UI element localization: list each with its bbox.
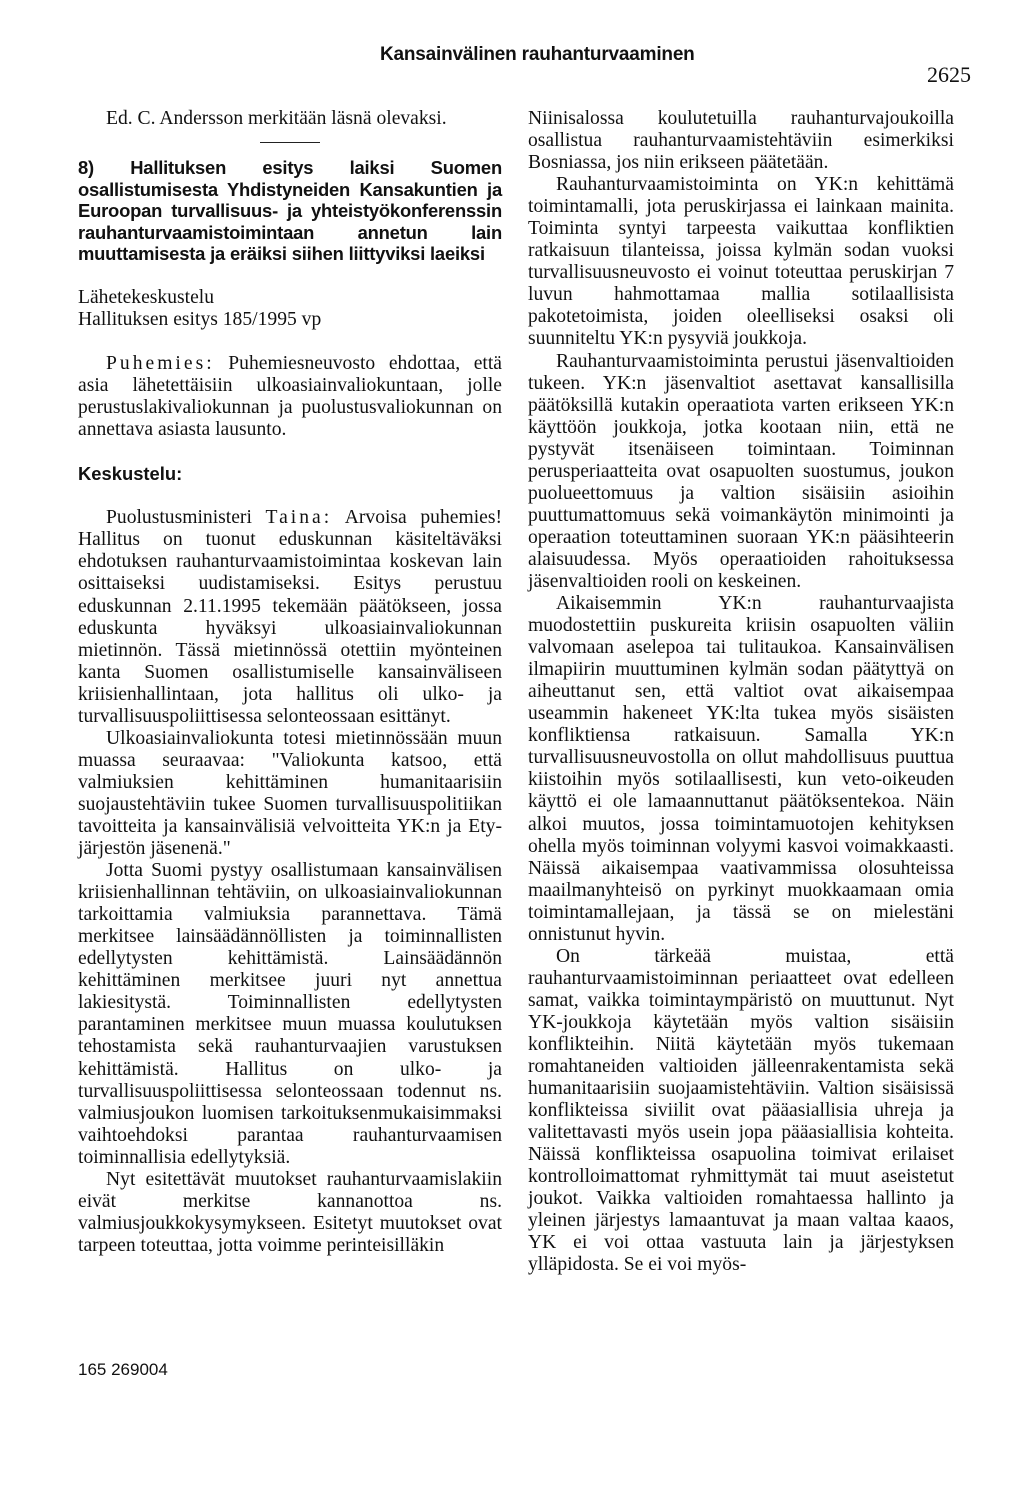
right-paragraph-2: Rauhanturvaamistoiminta on YK:n kehittämä toimintamalli, jota peruskirjassa ei lainkaan mainita. Toiminta syntyi tarpeesta vaikuttaa konfliktien ratkaisuun tilanteissa, joissa kylmän sodan vuoksi turvallisuusneuvosto ei voinut toteuttaa peruskirjan 7 luvun hahmottamaa mallia sotilaallisista pakotetoimista, joiden oleelliseksi osaksi oli suunniteltu YK:n pysyviä joukkoja.	[528, 174, 954, 350]
separator-rule	[260, 142, 320, 143]
taina-text: Arvoisa puhemies! Hallitus on tuonut eduskunnan käsiteltäväksi ehdotuksen rauhanturvaamistoimintaa koskevan lain osittaiseksi uudistamiseksi. Esitys perustuu eduskunnan 2.11.1995 tekemään päätökseen, jossa eduskunta hyväksyi ulkoasiainvaliokunnan mietinnön. Tässä mietinnössä otettiin myönteinen kanta Suomen osallistumiselle kansainväliseen kriisienhallintaan, jota hallitus oli ulko- ja turvallisuuspoliittisessa selonteossaan esittänyt.	[78, 507, 502, 727]
nyt-paragraph: Nyt esitettävät muutokset rauhanturvaamislakiin eivät merkitse kannanottoa ns. valmiusjoukkokysymykseen. Esitetyt muutokset ovat tarpeen toteuttaa, jotta voimme perinteisilläkin	[78, 1168, 502, 1256]
right-paragraph-1: Niinisalossa koulutetuilla rauhanturvajoukoilla osallistua rauhanturvaamistehtäviin esimerkiksi Bosniassa, jos niin erikseen päätetään.	[528, 108, 954, 174]
ulkoasiain-paragraph: Ulkoasiainvaliokunta totesi mietinnössään muun muassa seuraavaa: "Valiokunta katsoo, että valmiuksien kehittäminen humanitaarisiin suojaustehtäviin tukee Suomen turvallisuuspolitiikan tavoitteita ja kansainvälisiä velvoitteita YK:n ja Ety-järjestön jäsenenä."	[78, 727, 502, 860]
esitys-reference: Hallituksen esitys 185/1995 vp	[78, 309, 322, 331]
running-title: Kansainvälinen rauhanturvaaminen	[380, 44, 695, 65]
right-paragraph-3: Rauhanturvaamistoiminta perustui jäsenvaltioiden tukeen. YK:n jäsenvaltiot asettavat kansallisilla päätöksillä kutakin operaatiota varten erikseen YK:n käyttöön joukkoja, jotka kootaan niin, että ne pystyvät itsenäiseen toimintaan. Toiminnan perusperiaatteita ovat osapuolten suostumus, joukon puolueettomuus ja valtion sisäisiin asioihin puuttumattomuus sekä voimankäytön minimointi ja operaation toteuttaminen suoraan YK:n pääsihteerin alaisuudessa. Myös operaatioiden rahoituksessa jäsenvaltioiden rooli on keskeinen.	[528, 350, 954, 592]
right-column	[528, 108, 954, 1276]
speaker-taina: Taina:	[265, 507, 333, 529]
keskustelu-heading: Keskustelu:	[78, 463, 183, 485]
jotta-paragraph: Jotta Suomi pystyy osallistumaan kansainvälisen kriisienhallinnan tehtäviin, on ulkoasiainvaliokunnan tarkoittamia valmiuksia parannettava. Tämä merkitsee lainsäädännöllisten ja toiminnallisten edellytysten kehittämistä. Lainsäädännön kehittäminen merkitsee juuri nyt annettua lakiesitystä. Toiminnallisten edellytysten parantaminen merkitsee muun muassa koulutuksen tehostamista sekä rauhanturvaajien varustuksen kehittämistä. Hallitus on ulko- ja turvallisuuspoliittisessa selonteossaan todennut ns. valmiusjoukon luomisen tarkoituksenmukaisimmaksi vaihtoehdoksi parantaa rauhanturvaamisen toiminnallisia edellytyksiä.	[78, 860, 502, 1168]
print-code: 165 269004	[78, 1360, 168, 1379]
left-column	[78, 108, 502, 1257]
taina-paragraph	[78, 507, 502, 727]
item-title: 8) Hallituksen esitys laiksi Suomen osallistumisesta Yhdistyneiden Kansakuntien ja Euroopan turvallisuus- ja yhteistyökonferenssin rauhanturvaamistoimintaan annetun lain muuttamisesta ja eräiksi siihen liittyviksi laeiksi	[78, 157, 502, 265]
page-number: 2625	[927, 62, 971, 87]
lahete-heading: Lähetekeskustelu	[78, 287, 215, 309]
right-paragraph-5: On tärkeää muistaa, että rauhanturvaamistoiminnan periaatteet ovat edelleen samat, vaikka toimintaympäristö on muuttunut. Nyt YK-joukkoja käytetään myös valtion sisäisiin konflikteihin. Niitä käytetään myös tukemaan romahtaneiden valtioiden jälleenrakentamista sekä humanitaarisiin suojaamistehtäviin. Valtion sisäisissä konflikteissa siviilit ovat pääasiallisia uhreja ja valitettavasti myös usein jopa pääasiallisia kohteita. Näissä konflikteissa osapuolina toimivat erilaiset kontrolloimattomat ryhmittymät tai muut aseistetut joukot. Vaikka valtioiden romahtaessa hallinto ja yleinen järjestys lamaantuvat ja maan valtaa kaaos, YK ei voi ottaa vastuuta lain ja järjestyksen ylläpidosta. Se ei voi myös-	[528, 945, 954, 1276]
right-paragraph-4: Aikaisemmin YK:n rauhanturvaajista muodostettiin puskureita kriisin osapuolten väliin valvomaan aselepoa tai tulitaukoa. Kansainvälisen ilmapiirin muuttuminen kylmän sodan päätyttyä on aiheuttanut sen, että valtiot ovat aikaisempaa useammin hakeneet YK:lta tukea myös sisäisten konfliktiensa ratkaisuun. Samalla YK:n turvallisuusneuvostolla on ollut mahdollisuus puuttua kiistoihin myös sotilaallisesti, kun veto-oikeuden käyttö ei ole lamaannuttanut päätöksentekoa. Näin alkoi muutos, jossa toimintamuotojen kehityksen ohella myös toiminnan volyymi kasvoi voimakkaasti. Näissä aikaisempaa vaativammissa olosuhteissa maailmanyhteisö on pyrkinyt muokkaamaan omia toimintamallejaan, ja tässä se on mielestäni onnistunut hyvin.	[528, 593, 954, 945]
taina-title: Puolustusministeri	[106, 507, 252, 529]
puhemies-paragraph	[78, 353, 502, 441]
speaker-puhemies: Puhemies:	[106, 353, 215, 375]
andersson-note: Ed. C. Andersson merkitään läsnä olevaksi.	[106, 108, 447, 129]
puhemies-text: Puhemiesneuvosto ehdottaa, että asia lähetettäisiin ulkoasiainvaliokuntaan, jolle perustuslakivaliokunnan ja puolustusvaliokunnan on annettava asiasta lausunto.	[78, 353, 502, 441]
